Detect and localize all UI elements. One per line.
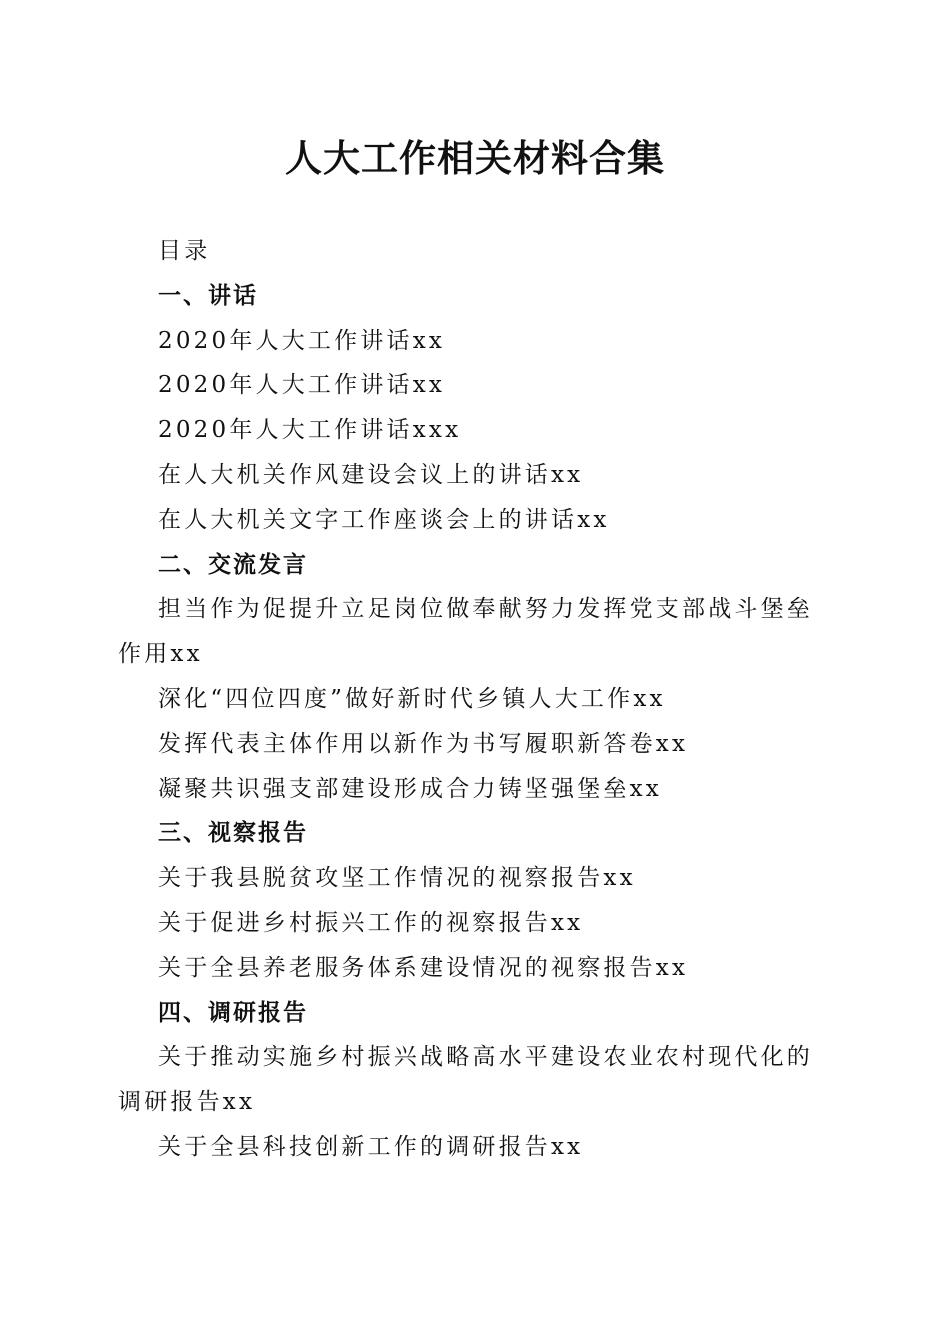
toc-item: 关于我县脱贫攻坚工作情况的视察报告xx (158, 865, 636, 892)
toc-item: 深化“四位四度”做好新时代乡镇人大工作xx (158, 685, 666, 712)
toc-item: 2020年人大工作讲话xx (158, 327, 446, 354)
toc-item: 2020年人大工作讲话xx (158, 372, 446, 399)
toc-item: 发挥代表主体作用以新作为书写履职新答卷xx (158, 730, 689, 757)
toc-item: 关于促进乡村振兴工作的视察报告xx (158, 909, 584, 936)
toc-item: 关于全县科技创新工作的调研报告xx (158, 1133, 584, 1160)
toc-item: 关于推动实施乡村振兴战略高水平建设农业农村现代化的调研报告xx (118, 1044, 813, 1116)
toc-item: 担当作为促提升立足岗位做奉献努力发挥党支部战斗堡垒作用xx (118, 596, 813, 668)
toc-item: 关于全县养老服务体系建设情况的视察报告xx (158, 954, 689, 981)
section-heading-inspection-reports: 三、视察报告 (158, 820, 308, 847)
toc-item: 凝聚共识强支部建设形成合力铸坚强堡垒xx (158, 775, 662, 802)
table-of-contents (118, 229, 830, 1170)
toc-item: 2020年人大工作讲话xxx (158, 417, 462, 444)
toc-item: 在人大机关作风建设会议上的讲话xx (158, 461, 584, 488)
section-heading-research-reports: 四、调研报告 (158, 999, 308, 1026)
toc-item: 在人大机关文字工作座谈会上的讲话xx (158, 506, 610, 533)
section-heading-exchange-speeches: 二、交流发言 (158, 551, 308, 578)
toc-label: 目录 (158, 238, 211, 264)
document-title: 人大工作相关材料合集 (285, 137, 665, 180)
section-heading-speeches: 一、讲话 (158, 282, 258, 309)
